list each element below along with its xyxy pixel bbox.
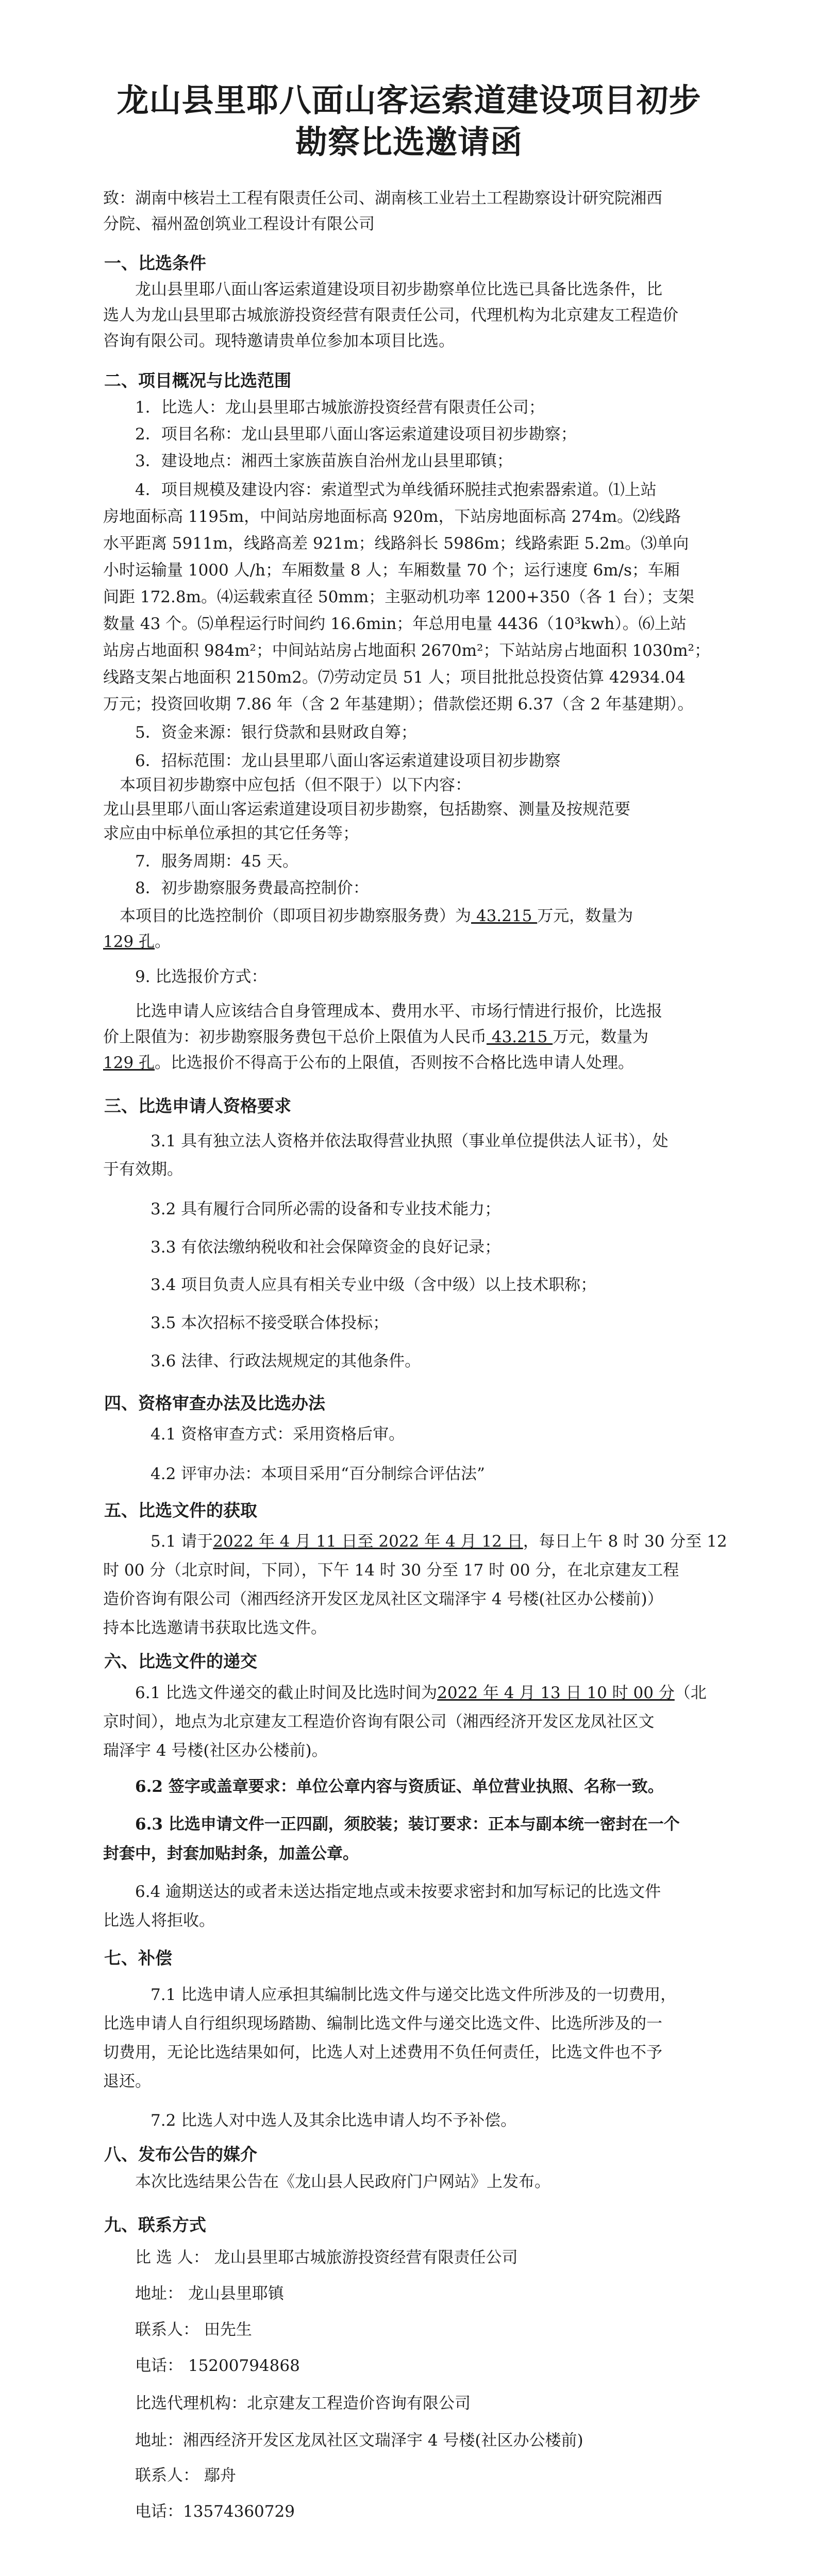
contact-line: 比选代理机构：北京建友工程造价咨询有限公司 — [135, 2394, 471, 2413]
paragraph-line: 7.2 比选人对中选人及其余比选申请人均不予补偿。 — [151, 2111, 517, 2130]
list-item: 3.4 项目负责人应具有相关专业中级（含中级）以上技术职称； — [151, 1276, 597, 1294]
contact-phone: 电话：13574360729 — [135, 2502, 295, 2521]
paragraph-line: 比选申请人自行组织现场踏勘、编制比选文件与递交比选文件、比选所涉及的一 — [103, 2014, 662, 2033]
paragraph-line: 站房占地面积 984m²；中间站站房占地面积 2670m²；下站站房占地面积 1030m²； — [103, 641, 710, 660]
document-title-line-2: 勘察比选邀请函 — [295, 123, 523, 161]
paragraph-line: 瑞泽宇 4 号楼(社区办公楼前)。 — [103, 1741, 328, 1760]
collection-dates: 2022 年 4 月 11 日至 2022 年 4 月 12 日 — [213, 1532, 523, 1551]
bold-clause: 封套中，封套加贴封条，加盖公章。 — [103, 1844, 359, 1863]
list-item: 3.1 具有独立法人资格并依法取得营业执照（事业单位提供法人证书），处 — [151, 1132, 669, 1150]
list-item: 7．服务周期：45 天。 — [135, 852, 299, 871]
list-item: 8．初步勘察服务费最高控制价： — [135, 879, 369, 897]
paragraph-line — [120, 904, 633, 928]
paragraph-line: 6.4 逾期送达的或者未送达指定地点或未按要求密封和加写标记的比选文件 — [135, 1883, 661, 1901]
contact-line: 比 选 人： 龙山县里耶古城旅游投资经营有限责任公司 — [135, 2248, 518, 2267]
list-item: 9. 比选报价方式： — [135, 968, 268, 986]
paragraph-line: 5.1 请于2022 年 4 月 11 日至 2022 年 4 月 12 日，每日上午 8 时 30 分至 12 — [151, 1532, 727, 1551]
paragraph-line: 线路支架占地面积 2150m2。⑺劳动定员 51 人；项目批批总投资估算 42934.04 — [103, 668, 686, 687]
paragraph-line: 间距 172.8m。⑷运载索直径 50mm；主驱动机功率 1200+350（各 1 台）；支架 — [103, 588, 694, 606]
paragraph-line: 龙山县里耶八面山客运索道建设项目初步勘察，包括勘察、测量及按规范要 — [103, 800, 630, 819]
list-item: 4.1 资格审查方式：采用资格后审。 — [151, 1425, 405, 1444]
section-heading-4: 四、资格审查办法及比选办法 — [104, 1393, 325, 1413]
section-heading-1: 一、比选条件 — [104, 253, 206, 273]
paragraph-line: 房地面标高 1195m，中间站房地面标高 920m，下站房地面标高 274m。⑵线路 — [103, 507, 681, 526]
submission-deadline: 2022 年 4 月 13 日 10 时 00 分 — [437, 1684, 675, 1702]
section-heading-2: 二、项目概况与比选范围 — [104, 370, 291, 391]
list-item: 3.5 本次招标不接受联合体投标； — [151, 1314, 389, 1332]
list-item: 3.6 法律、行政法规规定的其他条件。 — [151, 1352, 421, 1370]
section-heading-8: 八、发布公告的媒介 — [104, 2144, 257, 2164]
paragraph-line: 7.1 比选申请人应承担其编制比选文件与递交比选文件所涉及的一切费用， — [151, 1986, 677, 2004]
document-title-line-1: 龙山县里耶八面山客运索道建设项目初步 — [116, 81, 702, 119]
list-item: 6．招标范围：龙山县里耶八面山客运索道建设项目初步勘察 — [135, 752, 561, 770]
borehole-count: 129 孔 — [103, 1054, 155, 1072]
paragraph-line: 数量 43 个。⑸单程运行时间约 16.6min；年总用电量 4436（10³kwh）。⑹上站 — [103, 615, 687, 633]
price-text: 万元，数量为 — [537, 907, 633, 925]
contact-line: 联系人： 田先生 — [135, 2320, 252, 2339]
list-item: 2．项目名称：龙山县里耶八面山客运索道建设项目初步勘察； — [135, 425, 577, 444]
paragraph-line: 咨询有限公司。现特邀请贵单位参加本项目比选。 — [103, 332, 455, 350]
paragraph-line: 小时运输量 1000 人/h；车厢数量 8 人；车厢数量 70 个；运行速度 6m/s；车厢 — [103, 561, 680, 580]
section-heading-9: 九、联系方式 — [104, 2215, 206, 2235]
paragraph-line: 本项目初步勘察中应包括（但不限于）以下内容： — [120, 776, 471, 794]
list-item: 4．项目规模及建设内容：索道型式为单线循环脱挂式抱索器索道。⑴上站 — [135, 481, 657, 499]
paragraph-line: 切费用，无论比选结果如何，比选人对上述费用不负任何责任，比选文件也不予 — [103, 2043, 662, 2062]
paragraph-line: 选人为龙山县里耶古城旅游投资经营有限责任公司，代理机构为北京建友工程造价 — [103, 306, 678, 325]
borehole-count: 129 孔 — [103, 933, 155, 951]
paragraph-line: 退还。 — [103, 2072, 151, 2091]
paragraph-line: 129 孔。比选报价不得高于公布的上限值，否则按不合格比选申请人处理。 — [103, 1054, 635, 1072]
section-heading-6: 六、比选文件的递交 — [104, 1651, 257, 1671]
price-amount: 43.215 — [471, 907, 538, 925]
paragraph-line: 持本比选邀请书获取比选文件。 — [103, 1619, 327, 1637]
paragraph-line: 京时间），地点为北京建友工程造价咨询有限公司（湘西经济开发区龙凤社区文 — [103, 1713, 655, 1731]
contact-phone: 电话： 15200794868 — [135, 2357, 300, 2375]
list-item: 3.2 具有履行合同所必需的设备和专业技术能力； — [151, 1200, 501, 1218]
paragraph-line: 于有效期。 — [103, 1160, 183, 1179]
contact-line: 地址： 龙山县里耶镇 — [135, 2284, 284, 2303]
bold-clause: 6.2 签字或盖章要求：单位公章内容与资质证、单位营业执照、名称一致。 — [135, 1777, 664, 1796]
paragraph-line: 造价咨询有限公司（湘西经济开发区龙凤社区文瑞泽宇 4 号楼(社区办公楼前)） — [103, 1590, 663, 1608]
section-heading-7: 七、补偿 — [104, 1948, 172, 1968]
section-heading-3: 三、比选申请人资格要求 — [104, 1096, 291, 1116]
section-heading-5: 五、比选文件的获取 — [104, 1500, 257, 1520]
contact-line: 地址：湘西经济开发区龙凤社区文瑞泽宇 4 号楼(社区办公楼前) — [135, 2431, 583, 2450]
price-cap-amount: 43.215 — [487, 1028, 553, 1046]
contact-line: 联系人： 鄢舟 — [135, 2466, 236, 2485]
list-item: 5．资金来源：银行贷款和县财政自筹； — [135, 723, 417, 742]
list-item: 1．比选人：龙山县里耶古城旅游投资经营有限责任公司； — [135, 398, 545, 417]
paragraph-line: 水平距离 5911m，线路高差 921m；线路斜长 5986m；线路索距 5.2m。⑶单向 — [103, 534, 689, 553]
paragraph-line: 万元；投资回收期 7.86 年（含 2 年基建期）；借款偿还期 6.37（含 2 年基建期）。 — [103, 695, 694, 714]
paragraph-line: 6.1 比选文件递交的截止时间及比选时间为2022 年 4 月 13 日 10 时 00 分（北 — [135, 1684, 707, 1702]
paragraph-line: 129 孔。 — [103, 933, 171, 951]
greeting-line: 致：湖南中核岩土工程有限责任公司、湖南核工业岩土工程勘察设计研究院湘西 — [103, 189, 662, 208]
list-item: 4.2 评审办法：本项目采用“百分制综合评估法” — [151, 1465, 485, 1483]
greeting-line: 分院、福州盈创筑业工程设计有限公司 — [103, 215, 375, 233]
bold-clause: 6.3 比选申请文件一正四副，须胶装；装订要求：正本与副本统一密封在一个 — [135, 1815, 680, 1834]
paragraph-line: 比选人将拒收。 — [103, 1911, 215, 1930]
price-text: 本项目的比选控制价（即项目初步勘察服务费）为 — [120, 907, 471, 925]
list-item: 3．建设地点：湘西土家族苗族自治州龙山县里耶镇； — [135, 452, 513, 470]
list-item: 3.3 有依法缴纳税收和社会保障资金的良好记录； — [151, 1238, 501, 1257]
paragraph-line: 求应由中标单位承担的其它任务等； — [103, 824, 359, 843]
paragraph-line: 龙山县里耶八面山客运索道建设项目初步勘察单位比选已具备比选条件，比 — [135, 280, 662, 299]
paragraph-line: 价上限值为：初步勘察服务费包干总价上限值为人民币 43.215 万元，数量为 — [103, 1028, 649, 1046]
paragraph-line: 比选申请人应该结合自身管理成本、费用水平、市场行情进行报价，比选报 — [135, 1002, 662, 1021]
paragraph-line: 本次比选结果公告在《龙山县人民政府门户网站》上发布。 — [135, 2173, 550, 2191]
paragraph-line: 时 00 分（北京时间，下同），下午 14 时 30 分至 17 时 00 分，在北京建友工程 — [103, 1561, 679, 1580]
